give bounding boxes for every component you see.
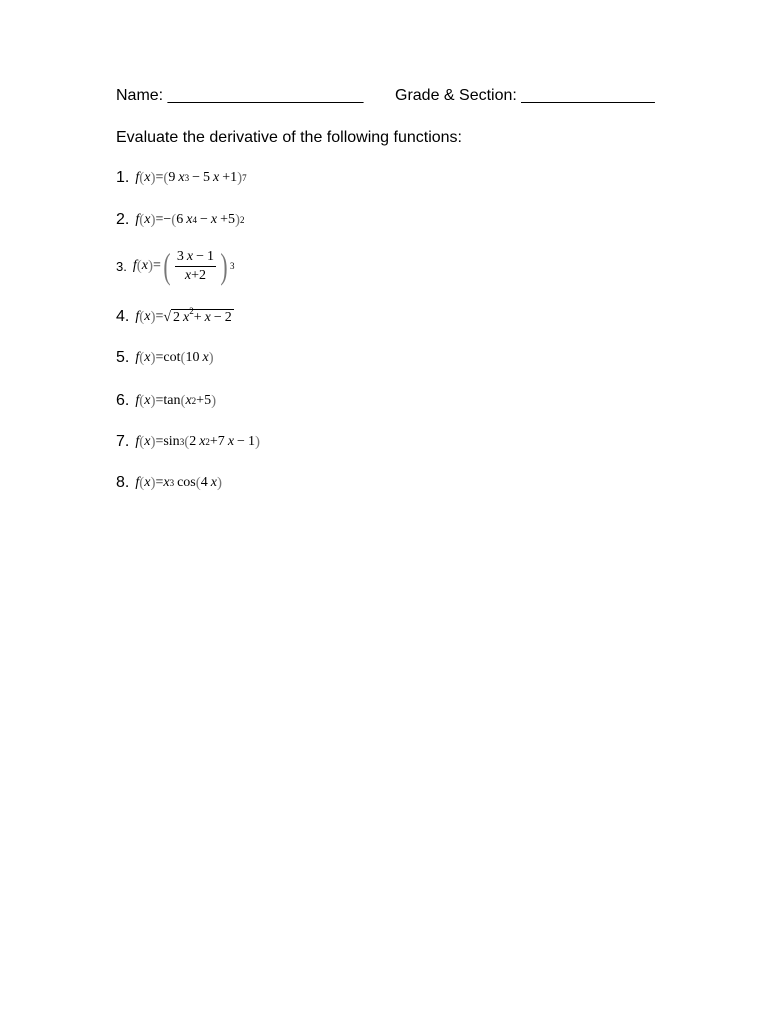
equation-6: f ( x ) =tan ( x 2 +5 ) [135, 392, 217, 409]
problem-number: 4. [116, 308, 130, 325]
equation-5: f ( x ) =cot ( 10 x ) [135, 349, 214, 366]
problem-1 [116, 166, 247, 190]
problem-number: 7. [116, 433, 130, 450]
grade-section-field-label: Grade & Section: _______________ [395, 87, 655, 104]
problem-3 [116, 246, 234, 286]
problem-number: 1. [116, 169, 130, 186]
problem-number: 8. [116, 474, 130, 491]
problem-7 [116, 430, 260, 454]
problem-5 [116, 346, 214, 370]
problem-2 [116, 208, 245, 232]
problem-number: 6. [116, 392, 130, 409]
equation-2: f ( x ) =− ( 6 x 4 − x +5 ) 2 [135, 211, 245, 228]
equation-7: f ( x ) =sin 3 ( 2 x 2 +7 x − 1 ) [135, 433, 260, 450]
sqrt-icon: √ [163, 309, 172, 325]
instruction-text: Evaluate the derivative of the following functions: [116, 129, 462, 146]
name-field-label: Name: ______________________ [116, 87, 364, 104]
problem-8 [116, 471, 222, 495]
problem-number: 3. [116, 258, 127, 274]
equation-8: f ( x ) = x 3 cos ( 4 x ) [135, 474, 222, 491]
equation-4: f ( x ) = √ 2 $x^2+ x - 2$ [135, 305, 232, 325]
equation-1: f ( x ) = ( 9 x 3 − 5 x +1 ) 7 [135, 169, 247, 186]
problem-6 [116, 389, 216, 413]
header-row [116, 87, 676, 109]
problem-number: 2. [116, 211, 130, 228]
problem-number: 5. [116, 349, 130, 366]
equation-3: f ( x ) = ( $\frac{3 x - 1}{x+2}$ ) 3 [132, 246, 235, 286]
problem-4 [116, 305, 234, 329]
